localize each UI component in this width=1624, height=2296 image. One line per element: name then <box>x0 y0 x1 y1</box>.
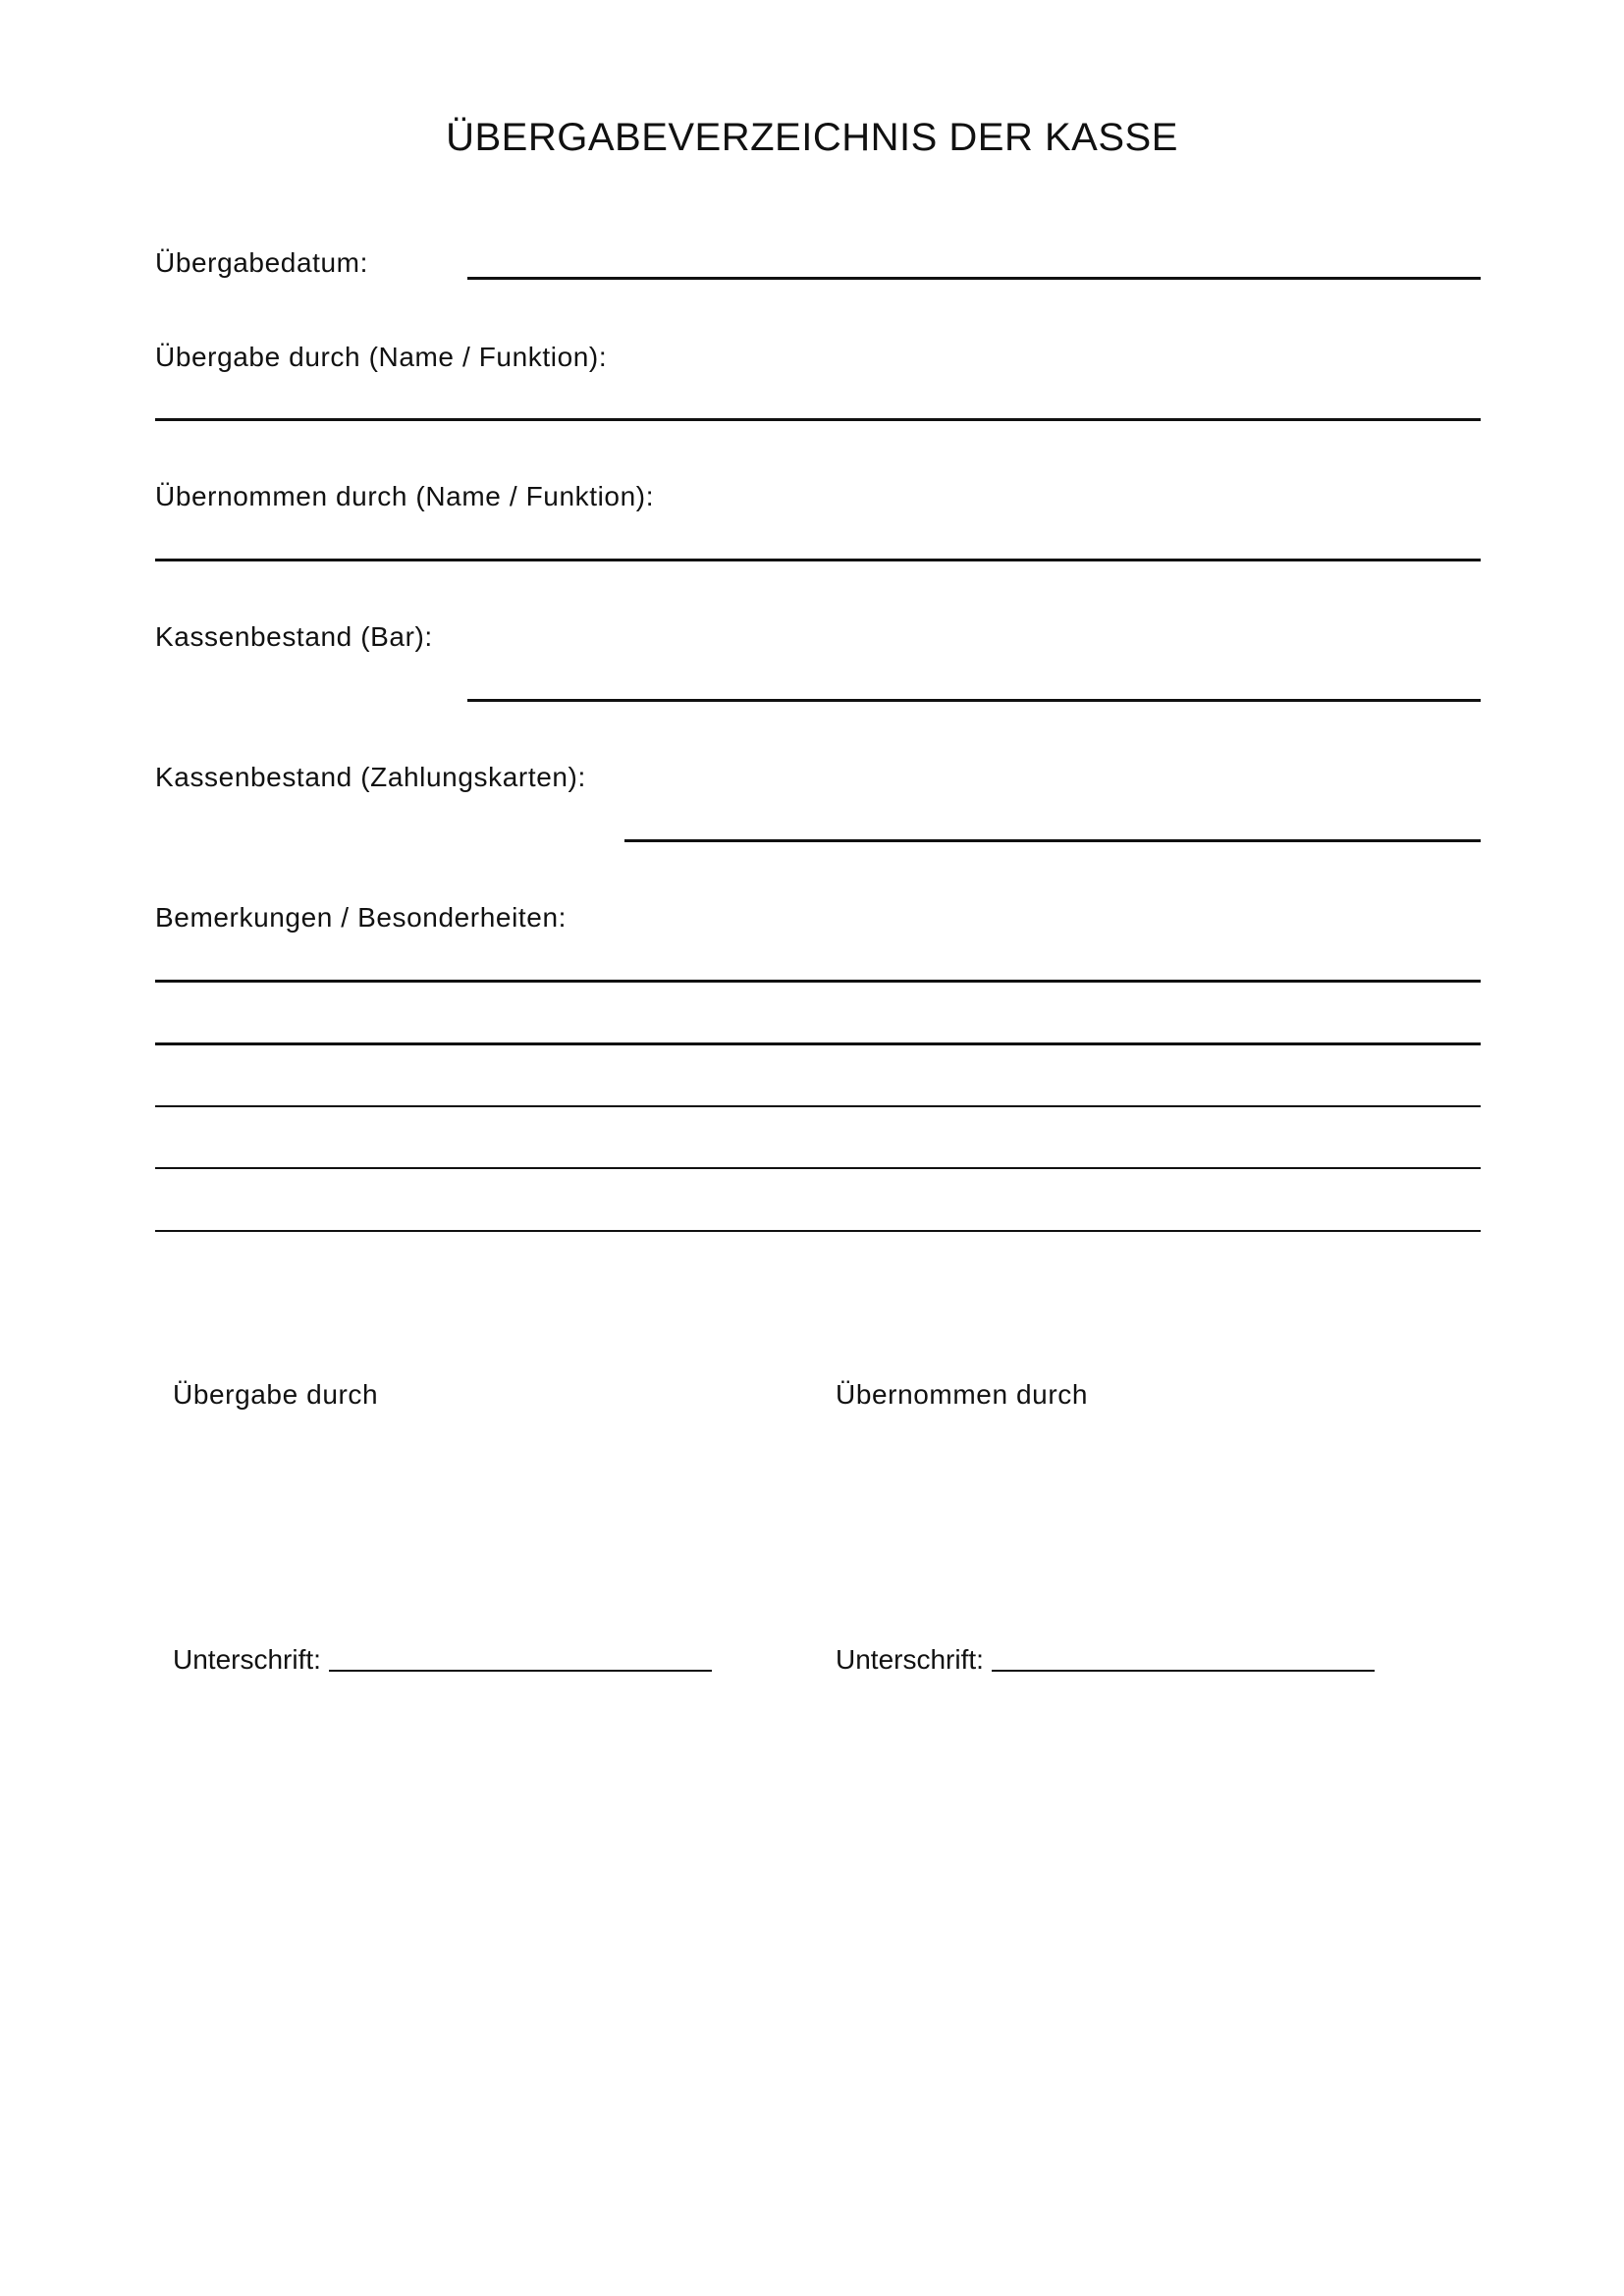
date-label: Übergabedatum: <box>155 247 368 278</box>
handover-signature <box>173 1644 712 1676</box>
remarks-line-2[interactable] <box>155 1042 1481 1045</box>
handover-signature-heading: Übergabe durch <box>173 1379 379 1410</box>
remarks-label: Bemerkungen / Besonderheiten: <box>155 902 567 933</box>
taken-over-by-label: Übernommen durch (Name / Funktion): <box>155 481 655 511</box>
takeover-signature <box>836 1644 1375 1676</box>
remarks-line-1[interactable] <box>155 980 1481 983</box>
card-balance-line[interactable] <box>624 839 1481 842</box>
takeover-signature-line[interactable] <box>992 1670 1375 1672</box>
handover-signature-label: Unterschrift: <box>173 1644 321 1675</box>
taken-over-by-line[interactable] <box>155 559 1481 561</box>
cash-balance-label: Kassenbestand (Bar): <box>155 621 433 652</box>
handover-signature-line[interactable] <box>329 1670 712 1672</box>
remarks-line-5[interactable] <box>155 1230 1481 1232</box>
card-balance-label: Kassenbestand (Zahlungskarten): <box>155 762 586 792</box>
takeover-signature-label: Unterschrift: <box>836 1644 984 1675</box>
cash-balance-line[interactable] <box>467 699 1481 702</box>
remarks-line-3[interactable] <box>155 1105 1481 1107</box>
takeover-signature-heading: Übernommen durch <box>836 1379 1089 1410</box>
handover-by-label: Übergabe durch (Name / Funktion): <box>155 342 608 372</box>
date-line[interactable] <box>467 277 1481 280</box>
handover-by-line[interactable] <box>155 418 1481 421</box>
document-title: ÜBERGABEVERZEICHNIS DER KASSE <box>446 116 1178 159</box>
remarks-line-4[interactable] <box>155 1167 1481 1169</box>
